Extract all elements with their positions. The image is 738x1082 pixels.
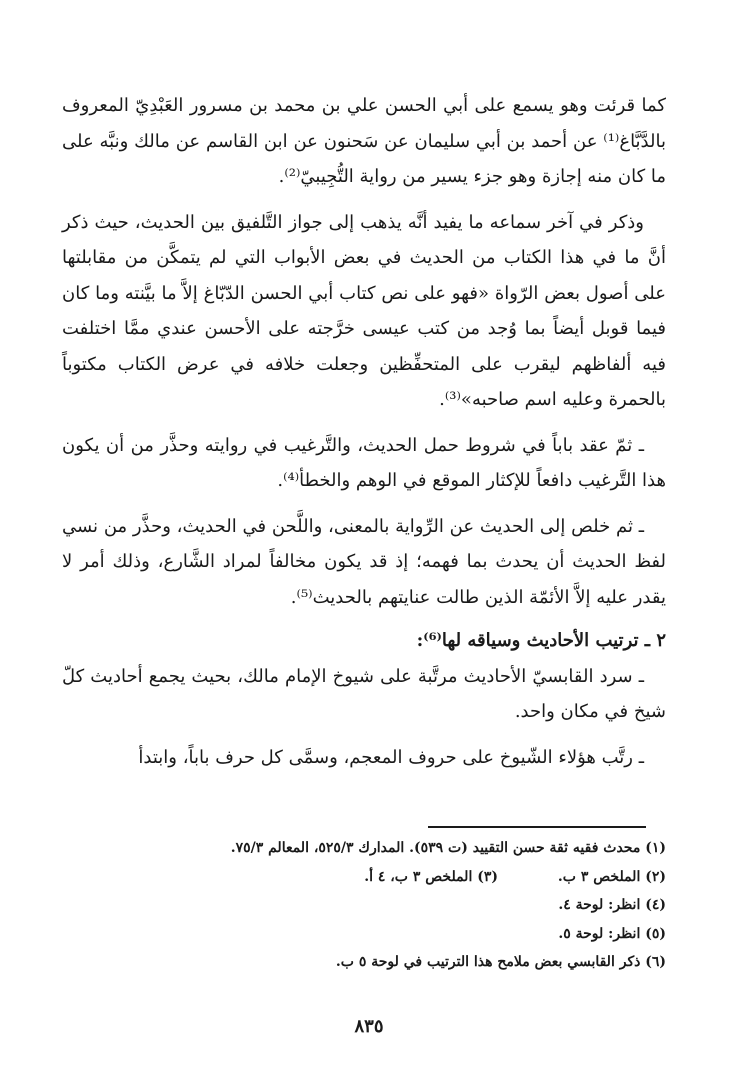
- paragraph-6: ـ سرد القابسيّ الأحاديث مرتَّبة على شيوخ الإمام مالك، بحيث يجمع أحاديث كلّ شيخ في مكان واحد.: [62, 665, 666, 722]
- footnote-5: (٥) انظر: لوحة ٥.: [558, 925, 666, 942]
- footnote-3: (٣) الملخص ٣ ب، ٤ أ.: [364, 868, 498, 885]
- paragraph-1: كما قرئت وهو يسمع على أبي الحسن علي بن محمد بن مسرور العَبْدِيّ المعروف بالدَّبَّاغ⁽¹⁾ عن أحمد بن أبي سليمان عن سَحنون عن ابن القاسم عن مالك ونبَّه على ما كان منه إجازة وهو جزء يسير من رواية التُّجِيبيّ⁽²⁾.: [62, 95, 666, 187]
- footnote-row: [62, 863, 666, 892]
- footnote-divider: [428, 826, 646, 828]
- footnote-2: (٢) الملخص ٣ ب.: [557, 868, 666, 885]
- page-number: ٨٣٥: [354, 1016, 384, 1037]
- paragraph-3: ـ ثمّ عقد باباً في شروط حمل الحديث، والتَّرغيب في روايته وحذَّر من أن يكون هذا التَّرغيب دافعاً للإكثار الموقع في الوهم والخطأ⁽⁴⁾.: [62, 434, 666, 491]
- footnote-6: (٦) ذكر القابسي بعض ملامح هذا الترتيب في لوحة ٥ ب.: [335, 954, 666, 970]
- paragraph-7: ـ رتَّب هؤلاء الشّيوخ على حروف المعجم، وسمَّى كل حرف باباً، وابتدأ: [138, 746, 644, 768]
- section-heading: ٢ ـ ترتيب الأحاديث وسياقه لها⁽⁶⁾:: [416, 630, 666, 651]
- footnote-1: (١) محدث فقيه ثقة حسن التقييد (ت ٥٣٩). المدارك ٥٢٥/٣، المعالم ٧٥/٣.: [230, 840, 666, 856]
- footnotes: [62, 834, 666, 977]
- paragraph-4: ـ ثم خلص إلى الحديث عن الرِّواية بالمعنى، واللَّحن في الحديث، وحذَّر من نسي لفظ الحديث أن يحدث بما فهمه؛ إذ قد يكون مخالفاً لمراد الشَّارع، وذلك أمر لا يقدر عليه إلاَّ الأئمّة الذين طالت عنايتهم بالحديث⁽⁵⁾.: [62, 515, 666, 608]
- paragraph-2: وذكر في آخر سماعه ما يفيد أنَّه يذهب إلى جواز التَّلفيق بين الحديث، حيث ذكر أنَّ ما في هذا الكتاب من الحديث في بعض الأبواب التي لم يتمكَّن من مقابلتها على أصول بعض الرّواة «فهو على نص كتاب أبي الحسن الدّبّاغ إلاَّ ما بيَّنته وما كان فيما قوبل أيضاً بما وُجد من كتب عيسى خرَّجته على الأحسن عندي ممَّا اختلفت فيه ألفاظهم ليقرب على المتحفِّظين وجعلت خلافه في عرض الكتاب مكتوباً بالحمرة وعليه اسم صاحبه»⁽³⁾.: [62, 211, 666, 410]
- main-text: [62, 88, 666, 775]
- footnote-4: (٤) انظر: لوحة ٤.: [558, 897, 666, 913]
